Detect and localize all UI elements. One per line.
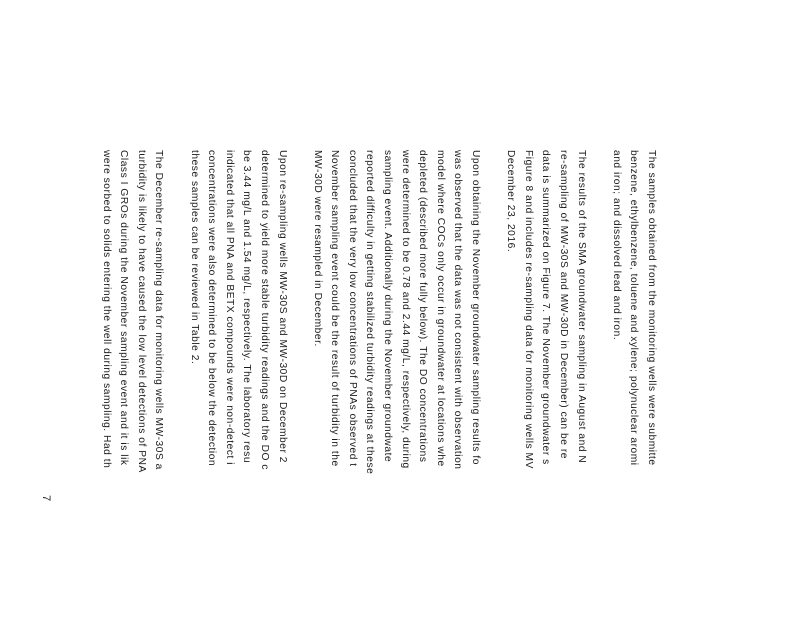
paragraph-samples (607, 150, 660, 618)
text-line: depleted (described more fully below). The DO concentrations (417, 150, 429, 463)
text-line: indicated that all PNA and BETX compounds were non-detect i (223, 150, 235, 466)
text-line: determined to yield more stable turbidity readings and the DO c (258, 150, 270, 471)
text-line: was observed that the data was not consistent with observation (452, 150, 464, 470)
text-line: Class I GROs during the November sampling event and it is lik (118, 150, 130, 466)
text-line: November sampling event could be the result of turbidity in the (329, 150, 341, 467)
text-line: concentrations were also determined to be below the detection (206, 150, 218, 467)
page-number: 7 (40, 495, 52, 502)
text-line: The samples obtained from the monitoring wells were submitte (646, 150, 657, 466)
text-line: December 23, 2016. (505, 150, 517, 253)
text-line: Upon re-sampling wells MW-30S and MW-30D on December 2 (276, 150, 288, 463)
text-line: MW-30D were resampled in December. (311, 150, 323, 347)
text-line: reported difficulty in getting stabilized turbidity readings at these (364, 150, 376, 475)
paragraph-resampling (185, 150, 291, 618)
text-line: concluded that the very low concentrations of PNAs observed t (346, 150, 358, 467)
text-line: The results of the SMA groundwater sampling in August and N (575, 150, 587, 464)
text-line: The December re-sampling data for monitoring wells MW-30S a (153, 150, 165, 470)
text-line: Upon obtaining the November groundwater sampling results fo (470, 150, 482, 466)
text-line: Figure 8 and includes re-sampling data for monitoring wells MV (522, 150, 534, 469)
document-body (79, 150, 660, 618)
text-line: sampling event. Additionally during the November groundwate (382, 150, 394, 463)
text-line: turbidity is likely to have caused the low level detections of PNA (135, 150, 147, 473)
text-line: data is summarized on Figure 7. The November groundwater s (540, 150, 552, 465)
text-line: and iron; and dissolved lead and iron. (610, 150, 622, 341)
text-line: re-sampling of MW-30S and MW-30D in December) can be re (558, 150, 570, 460)
text-line: these samples can be reviewed in Table 2. (188, 150, 200, 365)
text-line: be 3.44 mg/L and 1.54 mg/L, respectively. The laboratory resu (241, 150, 253, 464)
text-line: benzene, ethylbenzene, toluene and xylene; polynuclear aromi (628, 150, 640, 466)
text-line: model where COCs only occur in groundwater at locations whe (434, 150, 446, 467)
paragraph-november-results (308, 150, 484, 618)
text-line: were sorbed to solids entering the well during sampling. Had th (100, 150, 112, 469)
text-line: were determined to be 0.78 and 2.44 mg/L, respectively, during (399, 150, 411, 469)
paragraph-december-data (97, 150, 167, 618)
paragraph-sma-results (502, 150, 590, 618)
